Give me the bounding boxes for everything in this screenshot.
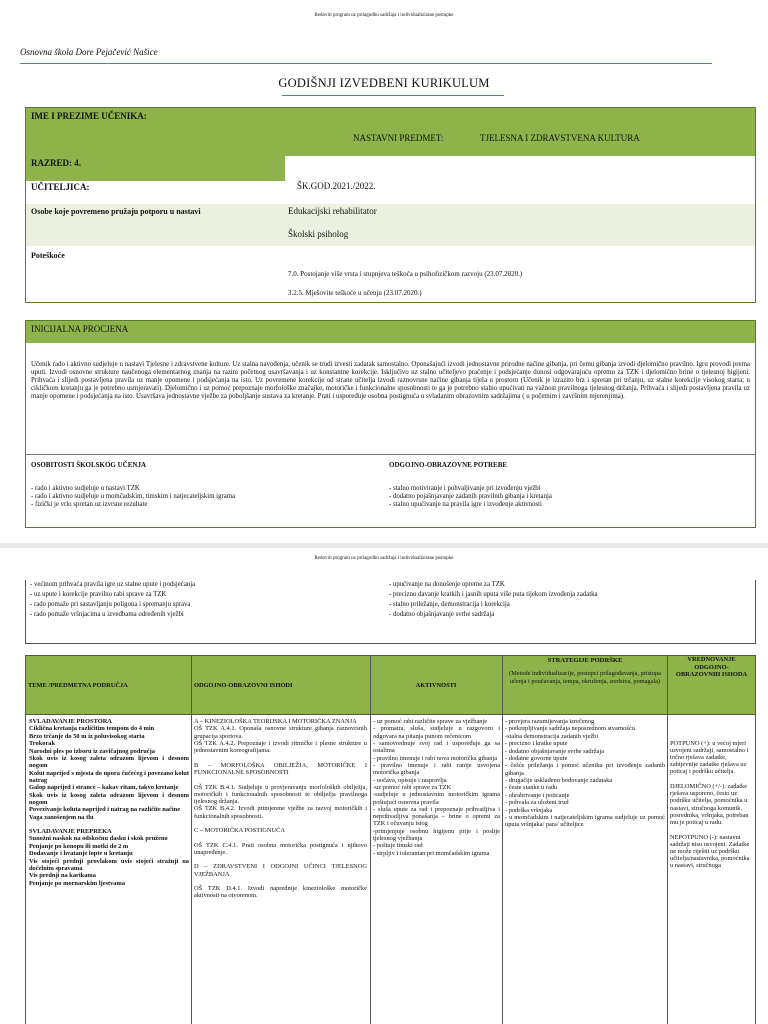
educational-needs-list xyxy=(389,485,552,510)
curriculum-table xyxy=(25,655,756,1024)
running-title: Redoviti program uz prilagodbu sadržaja i individualizirane postupke xyxy=(314,13,454,18)
topic-item: Ciklična kretanja različitim tempom do 4 min xyxy=(29,725,155,733)
list-item: - većinom prihvaća pravila igre uz stalne upute i podsjećanja xyxy=(30,581,196,588)
difficulty-2: 3.2.5. Mješovite teškoće u učenju (23.07.2020.) xyxy=(288,289,422,297)
subject-label: NASTAVNI PREDMET: xyxy=(353,133,444,143)
evaluation-item xyxy=(670,718,754,725)
outcome-item xyxy=(194,755,367,762)
topic-item: Skok uvis iz kosog zaleta odrazom lijevom i desnom nogom xyxy=(29,791,189,806)
topic-item: Sunožni naskok na odskočnu dasku i skok pruženo xyxy=(29,835,168,843)
outcome-item: B – MORFOLOŠKA OBILJEŽJA, MOTORIČKE I FUNKCIONALNE SPOSOBNOSTI xyxy=(194,761,367,776)
topic-item: Trokorak xyxy=(29,740,56,748)
topics-column xyxy=(29,718,189,1024)
list-item: - dodatno objašnjavanje svrhe sadržaja xyxy=(389,611,495,618)
school-name: Osnovna škola Dore Pejačević Našice xyxy=(20,47,158,57)
list-item: - stalno motiviranje i pohvaljivanje pri izvođenju vježbi xyxy=(389,485,541,492)
evaluation-item: POTPUNO (+): u većoj mjeri usvojeni sadržaji, samostalno i točno rješava zadatke, zahtjevnije zadatke rješava uz poticaj i podršku učitelja. xyxy=(670,739,749,776)
topic-item: Galop naprijed i strance – kakav ritam, takvo kretanje xyxy=(29,784,179,792)
page-2 xyxy=(0,548,768,1024)
list-item: - uz upute i korekcije pravilno rabi sprave za TZK xyxy=(30,591,167,598)
topic-item: Penjanje po konopu ili motki do 2 m xyxy=(29,842,129,850)
support-person-2: Školski psiholog xyxy=(288,229,349,239)
teacher-label: UČITELJICA: xyxy=(31,182,90,192)
evaluation-column xyxy=(670,718,754,1024)
evaluation-item xyxy=(670,826,754,833)
topic-item: Skok uvis iz kosog zaleta odrazom lijevom i desnom nogom xyxy=(29,754,189,770)
outcome-item: OŠ TZK B.4.1. Sudjeluje u provjeravanju morfoloških obilježja, motoričkih i funkcionalnih sposobnosti te obilježja pravilnoga tjelesnog držanja. xyxy=(194,783,367,805)
list-item: - stalno priležanje, demonstracija i korekcija xyxy=(389,601,510,608)
student-name-label: IME I PREZIME UČENIKA: xyxy=(31,111,147,121)
activity-item: - sluša upute za rad i prepoznaje prihvatljiva i neprihvatljiva ponašanja – brine o opremi za TZK i očuvanju istog xyxy=(373,805,500,828)
strategy-item: - precizno i kratke upute xyxy=(505,740,568,748)
header-support-strategies: STRATEGIJE PODRŠKE (Metode individualizacije, postupci prilagođavanja, pristupa učenja i poučavanja, tempa, okruženja, sredstva, pomagala) xyxy=(509,657,661,685)
activity-item: - uočava, opisuje i raspravlja xyxy=(373,776,447,784)
strategy-item: - ohrabrivanje i poticanje xyxy=(505,791,570,799)
evaluation-item xyxy=(670,732,754,739)
list-item: - rado pomaže pri sastavljanju poligona i spremanju sprava xyxy=(30,601,191,608)
activity-item: -uz pomoć rabi sprave za TZK xyxy=(373,783,452,791)
document-title: GODIŠNJI IZVEDBENI KURIKULUM xyxy=(278,76,490,90)
divider xyxy=(20,63,712,64)
topic-item: Kolut naprijed s mjesta do upora čučećeg i povezano kolut natrag xyxy=(29,769,189,784)
outcome-item: A – KINEZIOLOŠKA TEORIJSKA I MOTORIČKA ZNANJA xyxy=(194,718,357,725)
topic-item: Vis stojeći prednji provlakom uvis stojeći stražnji na dočelnim spravama xyxy=(29,857,189,872)
outcome-item: OŠ TZK C.4.1. Prati osobna motorička postignuća i njihovo unapređenje. xyxy=(194,841,367,856)
topic-item: Povezivanje koluta naprijed i natrag na različite načine xyxy=(29,806,181,814)
list-item: - stalno upućivanje na pravila igre i izvođenje aktivnosti xyxy=(389,501,542,509)
outcome-item xyxy=(194,820,367,827)
strategy-item: - češće priležanja i pomoć učeniku pri izvođenju zadanih gibanja xyxy=(505,762,665,777)
educational-needs-heading: ODGOJNO-OBRAZOVNE POTREBE xyxy=(389,461,508,469)
strategy-item: - dodatno objašnjavanje svrhe sadržaja xyxy=(505,747,605,755)
activity-item: -sudjeluje u jednostavnim motoričkim igrama poštujući osnovna pravila xyxy=(373,791,500,806)
activity-item: - poštuje timski rad xyxy=(373,842,423,850)
strategy-item: - podrška vršnjaka xyxy=(505,806,553,814)
list-item: - rado i aktivno sudjeluje u momčadskim, timskim i natjecateljskim igrama xyxy=(31,493,236,501)
strategy-item: -stalna demonstracija zadanih vježbi xyxy=(505,732,599,740)
support-person-1: Edukacijski rehabilitator xyxy=(288,206,377,216)
school-year: ŠK.GOD.2021./2022. xyxy=(297,181,376,191)
outcome-item: OŠ TZK B.4.2. Izvodi primjerene vježbe za razvoj motoričkih i funkcionalnih sposobnosti. xyxy=(194,805,367,820)
outcome-item: D – ZDRAVSTVENI I ODGOJNI UČINCI TJELESNOG VJEŽBANJA xyxy=(194,863,367,878)
running-title: Redoviti program uz prilagodbu sadržaja i individualizirane postupke xyxy=(314,556,454,561)
support-label: Osobe koje povremeno pružaju potporu u nastavi xyxy=(31,207,201,216)
outcome-item: OŠ TZK A.4.2. Prepoznaje i izvodi ritmičke i plesne strukture u jednostavnim koreografijama. xyxy=(194,739,367,755)
educational-needs-continued xyxy=(389,580,598,620)
outcome-item xyxy=(194,776,367,783)
initial-assessment-box xyxy=(25,320,756,528)
topic-item: Brzo trčanje do 50 m iz poluvisokog starta xyxy=(29,732,145,740)
outcome-item: OŠ TZK D.4.1. Izvodi naprednije kineziološke motoričke aktivnosti na otvorenom. xyxy=(194,885,367,900)
strategy-item: - česte stanke u radu xyxy=(505,784,558,792)
strategy-item: - pohvala za uloženi trud xyxy=(505,799,569,807)
evaluation-item: DJELOMIČNO (+/-): zadatke rješava usporeno, često uz podršku učitelja, pomoćnika u nastavi, stručnoga komunik. posrednika, vršnjaka, potreban mu je poticaj u radu. xyxy=(670,782,749,826)
list-item: - rado i aktivno sudjeluje u nastavi TZK xyxy=(31,485,140,492)
topic-item: SVLADAVANJE PREPREKA xyxy=(29,828,112,836)
difficulties-label: Poteškoće xyxy=(31,251,65,260)
outcome-item xyxy=(194,835,367,842)
header-outcomes: ODGOJNO-OBRAZOVNI ISHODI xyxy=(194,681,293,689)
title-underline xyxy=(282,95,504,96)
strategy-item: - drugačije usklađeno bodovanje zadataka xyxy=(505,776,613,784)
activity-item: - pravilno imenuje i rabi ranije usvojena motorička gibanja xyxy=(373,761,500,777)
activity-item: - promatra, sluša, sudjeluje u razgovoru i odgovara na pitanja punom rečenicom xyxy=(373,725,500,740)
subject-value: TJELESNA I ZDRAVSTVENA KULTURA xyxy=(480,133,640,143)
strategy-item: - u momčadskim i natjecateljskim igrama sudjeluje uz pomoć uputa vršnjaka/ para/ učiteljice xyxy=(505,813,665,829)
activity-item: -primjenjuje osobnu higijenu prije i poslije tjelesnog vježbanja xyxy=(373,827,500,842)
activity-item: - pravilno imenuje i rabi nova motorička gibanja xyxy=(373,754,498,762)
strategy-item: - potkrepljivanje sadržaja neposrednom stvarnošću xyxy=(505,725,635,733)
initial-assessment-text: Učenik rado i aktivno sudjeluje u nastavi Tjelesne i zdravstvene kulture. Uz stalna navođenja, učenik se trudi izvesti zadatak samostalno. Oponašajući izvodi jednostavne prirodne načine gibanja, pri čemu gibanja izvodi djelomično pravilno. Igru provodi prema uputi. Izvodi osnovne strukture naučenoga elementarnog znanja na razini početnog usavršavanja i uz konstantne korekcije. Isključivo uz stalno učiteljevo praćenje i podsjećanje donosi odgovarajuću opremu za TZK i djelomično brine o tjelesnoj higijeni. Prihvaća i slijedi postavljena pravila uz manje opomene i podsjećanja na isto. Uz povremene korekcije od strane učitelja izvodi raznovrsne načine gibanja tijela u prostoru (Učenik je izrazito brz i spretan pri trčanju, uz stalne korekcije visokog starta; u cikličkom kretanju ga je potrebno usmjeravati). Djelomično i uz pomoć prepoznaje morfološke značajke, motoričke i funkcionalne sposobnosti te ga je potrebno stalno upućivati na važnost pravilnoga tjelesnog držanja. Prihvaća i slijedi postavljena pravila uz manje opomene i podsjećanja na isto. Usavršava jednostavne vježbe za poboljšanje sustava za kretanje. Prati i uspoređuje osobna postignuća u svladanim obrazovnim sadržajima ( u početnim i završnim mjerenjima). xyxy=(31,361,750,400)
strategies-column xyxy=(505,718,665,1024)
learning-features-heading: OSOBITOSTI ŠKOLSKOG UČENJA xyxy=(31,461,147,469)
topic-item: SVLADAVANJE PROSTORA xyxy=(29,718,112,725)
outcome-item: C – MOTORIČKA POSTIGNUĆA xyxy=(194,827,285,835)
learning-features-list xyxy=(31,485,235,510)
topic-item xyxy=(29,821,189,828)
list-item: - fizički je vrlo spretan uz izvrsne rezultate xyxy=(31,501,148,509)
list-item: - dodatno pojašnjavanje zadanih pravilnih gibanja i kretanja xyxy=(389,493,552,501)
topic-item: Vis prednji na karikama xyxy=(29,872,96,880)
strategy-item: - dodatne govorne upute xyxy=(505,754,568,762)
class-label: RAZRED: 4. xyxy=(31,158,82,168)
evaluation-item xyxy=(670,776,754,783)
strategy-item: - provjera razumijevanja izrečenog xyxy=(505,718,595,725)
list-item: - precizno davanje kratkih i jasnih uputa više puta tijekom izvođenja zadatka xyxy=(389,591,598,598)
list-item: - rado pomaže vršnjacima u izvedbama određenih vježbi xyxy=(30,611,184,618)
difficulty-1: 7.0. Postojanje više vrsta i stupnjeva teškoća u psihofizičkom razvoju (23.07.2020.) xyxy=(288,270,523,278)
topic-item: Vaga zanošenjem na tlu xyxy=(29,813,94,821)
initial-assessment-heading: INICIJALNA PROCJENA xyxy=(31,324,129,334)
learning-features-continued xyxy=(30,580,195,620)
header-topics: TEME /PREDMETNA PODRUČJA xyxy=(28,681,128,689)
header-evaluation: VREDNOVANJE ODGOJNO-OBRAZOVNIH ISHODA xyxy=(675,656,748,678)
activities-column xyxy=(373,718,500,1024)
activity-item: - strpljiv i tolerantan pri momčadskim igrama xyxy=(373,849,490,857)
outcome-item: OŠ TZK A.4.1. Oponaša osnovne strukture gibanja raznovrsnih grupacija sportova. xyxy=(194,725,367,740)
continuation-box xyxy=(25,580,756,644)
activity-item: - uz pomoć rabi različite sprave za vježbanje xyxy=(373,718,488,725)
evaluation-item xyxy=(670,725,754,732)
topic-item: Dodavanje i hvatanje lopte u kretanju xyxy=(29,850,133,858)
evaluation-item: NEPOTPUNO (-): nastavni sadržaji nisu usvojeni. Zadatke ne može riješiti uz podršku učitelja/nastavnika, pomoćnika u nastavi, stručnoga xyxy=(670,833,750,870)
topic-item: Narodni ples po izboru iz zavičajnog područja xyxy=(29,747,155,755)
topic-item: Penjanje po mornarskim ljestvama xyxy=(29,879,126,887)
student-info-box xyxy=(25,107,756,303)
activity-item: - samovrednuje svoj rad i uspoređuje ga sa ostalima xyxy=(373,739,500,755)
outcomes-column xyxy=(194,718,367,1024)
list-item: - upućivanje na donošenje opreme za TZK xyxy=(389,581,505,588)
header-activities: AKTIVNOSTI xyxy=(415,681,457,689)
